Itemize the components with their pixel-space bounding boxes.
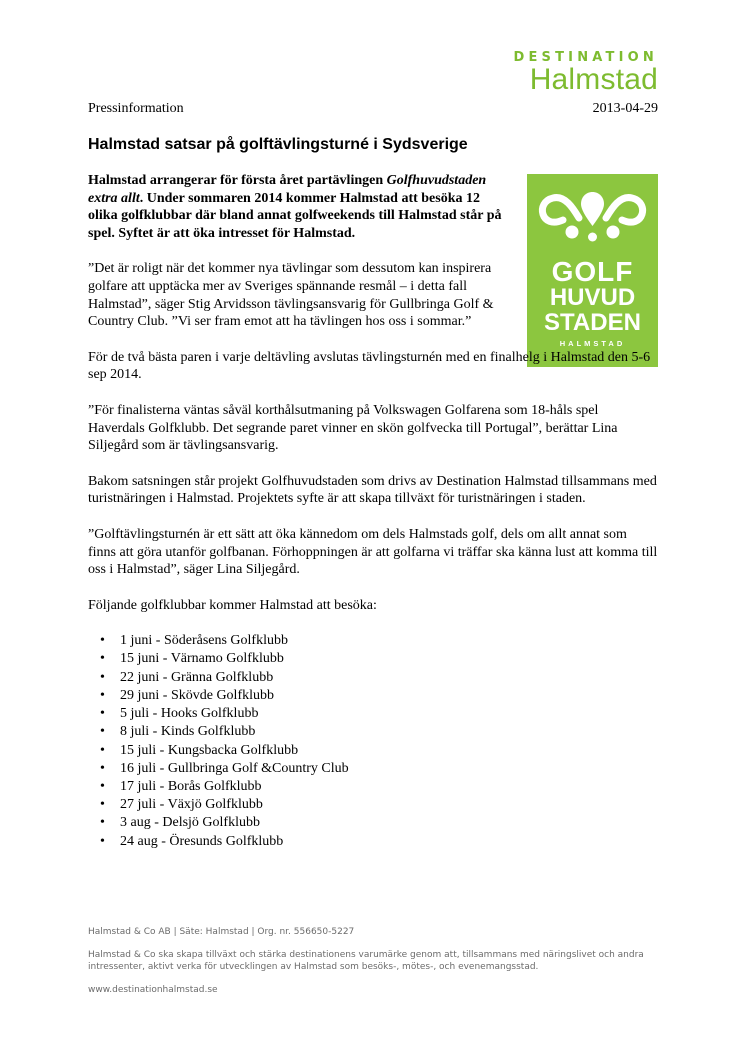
quote-paragraph-3: ”Golftävlingsturnén är ett sätt att öka kännedom om dels Halmstads golf, dels om allt annat som finns att göra utanför golfbanan. Förhoppningen är att golfarna vi träffar ska känna lust att komma till oss i Halmstad”, säger Lina Siljegård. bbox=[88, 526, 658, 578]
press-body bbox=[88, 172, 658, 851]
footer-website-link[interactable]: www.destinationhalmstad.se bbox=[88, 985, 218, 995]
press-date: 2013-04-29 bbox=[592, 101, 658, 116]
quote-paragraph-2: ”För finalisterna väntas såväl korthålsutmaning på Volkswagen Golfarena som 18-håls spel Haverdals Golfklubb. Det segrande paret vinner en skön golfvecka till Portugal”, berättar Lina Siljegård som är tävlingsansvarig. bbox=[88, 402, 618, 454]
list-item: • 1 juni - Söderåsens Golfklubb bbox=[118, 632, 658, 650]
final-paragraph: För de två bästa paren i varje deltävling avslutas tävlingsturnén med en finalhelg i Halmstad den 5-6 sep 2014. bbox=[88, 349, 651, 383]
list-item: • 24 aug - Öresunds Golfklubb bbox=[118, 833, 658, 851]
press-label: Pressinformation bbox=[88, 101, 184, 116]
lead-text-1: Halmstad arrangerar för första året partävlingen bbox=[88, 173, 387, 188]
list-item: • 15 juni - Värnamo Golfklubb bbox=[118, 650, 658, 668]
list-item: • 5 juli - Hooks Golfklubb bbox=[118, 705, 658, 723]
list-item: • 29 juni - Skövde Golfklubb bbox=[118, 687, 658, 705]
project-paragraph: Bakom satsningen står projekt Golfhuvudstaden som drivs av Destination Halmstad tillsammans med turistnäringen i Halmstad. Projektets syfte är att skapa tillväxt för turistnäringen i staden. bbox=[88, 473, 657, 507]
list-item: • 22 juni - Gränna Golfklubb bbox=[118, 669, 658, 687]
lead-paragraph bbox=[88, 172, 508, 242]
badge-golf-text: GOLF bbox=[551, 256, 634, 287]
lead-text-2: . Under sommaren 2014 kommer Halmstad att besöka 12 olika golfklubbar där bland annat golfweekends till Halmstad står på spel. Syftet är att öka intresset för Halmstad. bbox=[88, 190, 502, 241]
list-item: • 16 juli - Gullbringa Golf &Country Club bbox=[118, 760, 658, 778]
badge-staden-text: STADEN bbox=[544, 309, 641, 336]
lead-italic-text: Golfhuvudstaden extra allt bbox=[88, 173, 487, 206]
page-title: Halmstad satsar på golftävlingsturné i Sydsverige bbox=[88, 136, 468, 153]
list-item: • 27 juli - Växjö Golfklubb bbox=[118, 796, 658, 814]
list-item: • 3 aug - Delsjö Golfklubb bbox=[118, 814, 658, 832]
clubs-intro: Följande golfklubbar kommer Halmstad att besöka: bbox=[88, 597, 377, 613]
footer bbox=[88, 926, 648, 996]
quote-paragraph-1: ”Det är roligt när det kommer nya tävlingar som dessutom kan inspirera golfare att upptäcka mer av Sveriges spännande resmål – i detta fall Halmstad”, säger Stig Arvidsson tävlingsansvarig för Gullbringa Golf & Country Club. ”Vi ser fram emot att ha tävlingen hos oss i sommar.” bbox=[88, 261, 494, 330]
footer-company: Halmstad & Co AB | Säte: Halmstad | Org. nr. 556650-5227 bbox=[88, 927, 355, 937]
badge-halmstad-text: HALMSTAD bbox=[559, 339, 626, 348]
list-item: • 15 juli - Kungsbacka Golfklubb bbox=[118, 742, 658, 760]
logo-main-text: Halmstad bbox=[529, 63, 658, 96]
list-item: • 8 juli - Kinds Golfklubb bbox=[118, 723, 658, 741]
footer-mission: Halmstad & Co ska skapa tillväxt och stärka destinationens varumärke genom att, tillsammans med näringslivet och andra intressenter, aktivt verka för utvecklingen av Halmstad som besöks-, mötes-, och evenemangsstad. bbox=[88, 950, 644, 972]
badge-huvud-text: HUVUD bbox=[549, 284, 636, 311]
clubs-list bbox=[88, 632, 658, 850]
logo-top-text: DESTINATION bbox=[513, 50, 658, 65]
destination-halmstad-logo bbox=[513, 50, 658, 95]
list-item: • 17 juli - Borås Golfklubb bbox=[118, 778, 658, 796]
